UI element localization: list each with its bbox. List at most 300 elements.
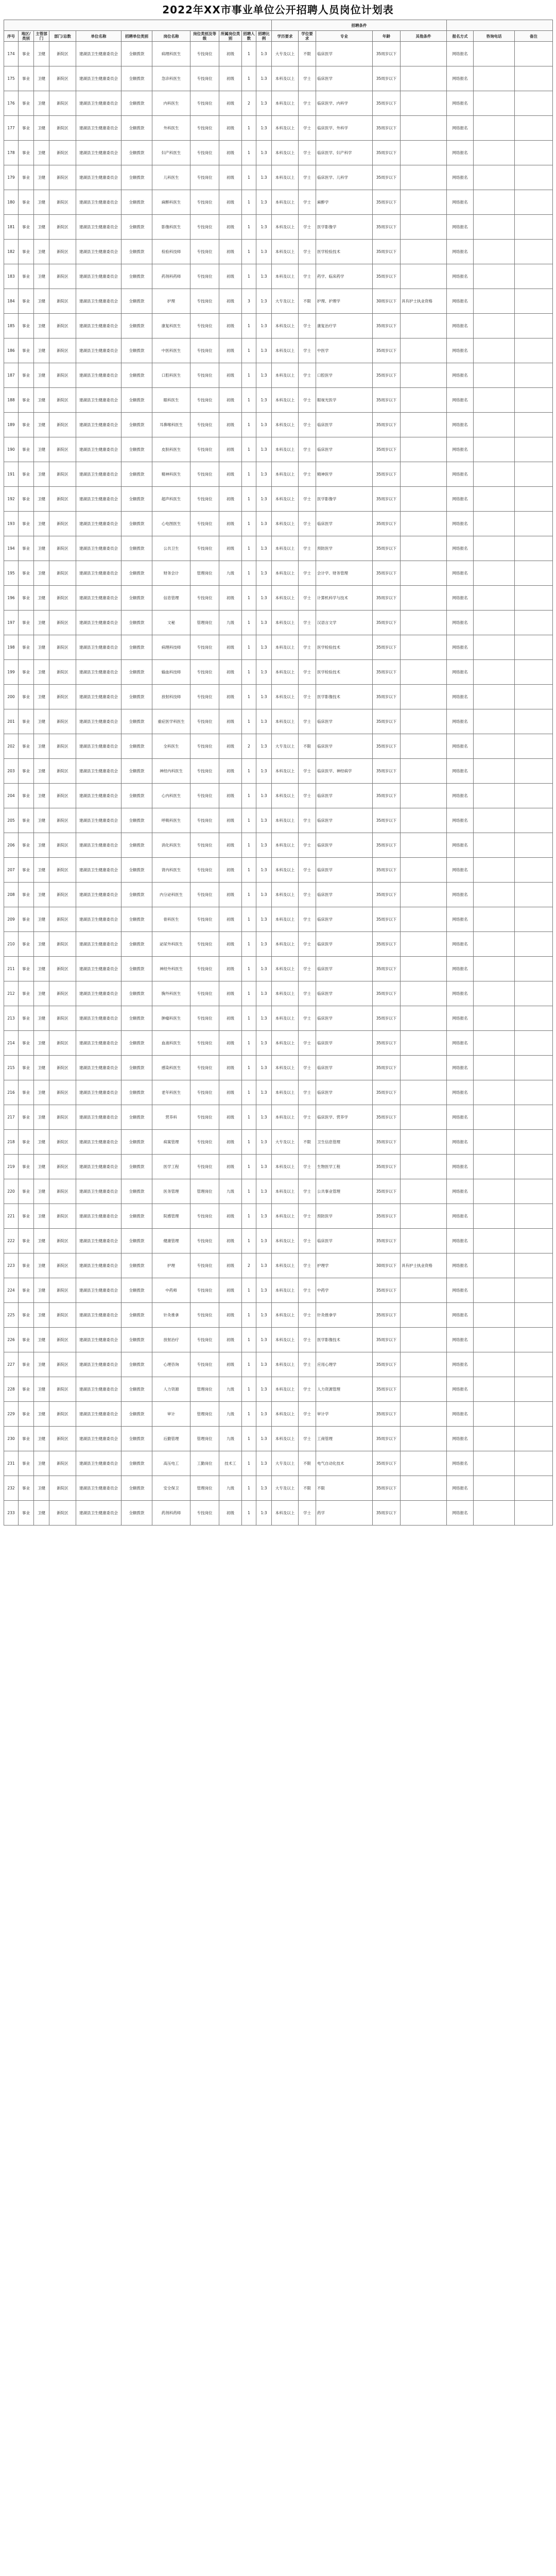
table-cell-ap: 网络报名 xyxy=(447,1204,474,1229)
table-cell-lvl: 初级 xyxy=(219,1031,242,1056)
table-cell-age: 35周岁以下 xyxy=(373,1476,401,1501)
table-row xyxy=(4,586,553,611)
table-cell-major: 临床医学、营养学 xyxy=(316,1105,373,1130)
table-cell-deg: 学士 xyxy=(299,1155,316,1179)
table-row xyxy=(4,1476,553,1501)
table-cell-major: 临床医学 xyxy=(316,858,373,883)
table-cell-deg: 学士 xyxy=(299,883,316,907)
table-cell-no: 178 xyxy=(4,141,19,165)
table-cell-edu: 本科及以上 xyxy=(272,1278,299,1303)
table-cell-lvl: 初级 xyxy=(219,462,242,487)
table-cell-org: 建湖县卫生健康委员会 xyxy=(76,1451,121,1476)
table-cell-major: 人力资源管理 xyxy=(316,1377,373,1402)
table-cell-note xyxy=(515,1229,553,1253)
table-cell-num: 1 xyxy=(242,611,256,635)
table-cell-note xyxy=(515,437,553,462)
table-cell-note xyxy=(515,487,553,512)
table-cell-num: 3 xyxy=(242,289,256,314)
table-cell-other xyxy=(401,388,447,413)
table-cell-ap: 网络报名 xyxy=(447,1155,474,1179)
table-cell-dept: 卫健 xyxy=(34,338,49,363)
table-row xyxy=(4,437,553,462)
table-cell-tel xyxy=(474,586,515,611)
table-cell-lvl: 初级 xyxy=(219,1056,242,1080)
table-cell-ap: 网络报名 xyxy=(447,1253,474,1278)
table-cell-post: 安全保卫 xyxy=(152,1476,190,1501)
table-cell-major: 审计学 xyxy=(316,1402,373,1427)
table-cell-tel xyxy=(474,462,515,487)
table-cell-other xyxy=(401,363,447,388)
table-cell-other xyxy=(401,66,447,91)
table-cell-org: 建湖县卫生健康委员会 xyxy=(76,1501,121,1526)
table-cell-num: 1 xyxy=(242,808,256,833)
table-cell-ptype: 专技岗位 xyxy=(190,91,219,116)
table-cell-age: 35周岁以下 xyxy=(373,215,401,240)
table-cell-ptype: 管理岗位 xyxy=(190,611,219,635)
table-cell-other xyxy=(401,1204,447,1229)
table-cell-ptype: 管理岗位 xyxy=(190,1402,219,1427)
table-cell-major: 临床医学、妇产科学 xyxy=(316,141,373,165)
table-cell-note xyxy=(515,1451,553,1476)
table-cell-dept: 卫健 xyxy=(34,1080,49,1105)
table-cell-tel xyxy=(474,734,515,759)
table-cell-other xyxy=(401,833,447,858)
table-row xyxy=(4,1451,553,1476)
table-cell-other xyxy=(401,1130,447,1155)
table-row xyxy=(4,1377,553,1402)
table-cell-lvl: 初级 xyxy=(219,1253,242,1278)
table-cell-ratio: 1:3 xyxy=(256,1328,272,1352)
table-cell-ratio: 1:3 xyxy=(256,1229,272,1253)
table-cell-unit: 新院区 xyxy=(49,1427,76,1451)
table-cell-ap: 网络报名 xyxy=(447,1427,474,1451)
table-cell-major: 临床医学 xyxy=(316,709,373,734)
table-row xyxy=(4,388,553,413)
table-cell-ratio: 1:3 xyxy=(256,437,272,462)
table-cell-lvl: 初级 xyxy=(219,759,242,784)
table-cell-edu: 本科及以上 xyxy=(272,833,299,858)
table-cell-ratio: 1:3 xyxy=(256,1377,272,1402)
table-cell-num: 1 xyxy=(242,165,256,190)
table-cell-age: 35周岁以下 xyxy=(373,1080,401,1105)
table-cell-num: 1 xyxy=(242,338,256,363)
table-cell-tel xyxy=(474,215,515,240)
table-cell-ap: 网络报名 xyxy=(447,734,474,759)
table-cell-ptype: 专技岗位 xyxy=(190,660,219,685)
table-cell-utype: 全额拨款 xyxy=(121,116,152,141)
table-cell-major: 临床医学、内科学 xyxy=(316,91,373,116)
table-cell-note xyxy=(515,685,553,709)
table-row xyxy=(4,240,553,264)
table-cell-other xyxy=(401,1352,447,1377)
table-cell-age: 35周岁以下 xyxy=(373,685,401,709)
table-cell-unit: 新院区 xyxy=(49,289,76,314)
table-cell-ptype: 专技岗位 xyxy=(190,1229,219,1253)
table-cell-ptype: 专技岗位 xyxy=(190,66,219,91)
table-cell-other xyxy=(401,981,447,1006)
table-cell-major: 临床医学 xyxy=(316,42,373,66)
table-cell-utype: 全额拨款 xyxy=(121,1130,152,1155)
table-cell-num: 1 xyxy=(242,141,256,165)
table-cell-ptype: 专技岗位 xyxy=(190,215,219,240)
table-cell-cat: 事业 xyxy=(19,215,34,240)
table-cell-num: 1 xyxy=(242,858,256,883)
table-cell-no: 175 xyxy=(4,66,19,91)
table-cell-cat: 事业 xyxy=(19,1427,34,1451)
table-cell-utype: 全额拨款 xyxy=(121,1179,152,1204)
table-cell-deg: 学士 xyxy=(299,66,316,91)
table-row xyxy=(4,709,553,734)
table-cell-ap: 网络报名 xyxy=(447,883,474,907)
table-cell-major: 精神医学 xyxy=(316,462,373,487)
table-cell-num: 1 xyxy=(242,561,256,586)
table-cell-no: 198 xyxy=(4,635,19,660)
table-cell-dept: 卫健 xyxy=(34,1130,49,1155)
table-row xyxy=(4,1427,553,1451)
table-cell-ptype: 专技岗位 xyxy=(190,734,219,759)
table-cell-lvl: 九级 xyxy=(219,1427,242,1451)
table-cell-dept: 卫健 xyxy=(34,42,49,66)
table-cell-note xyxy=(515,611,553,635)
table-cell-post: 耳鼻喉科医生 xyxy=(152,413,190,437)
table-cell-unit: 新院区 xyxy=(49,586,76,611)
table-cell-other xyxy=(401,932,447,957)
table-cell-post: 针灸推拿 xyxy=(152,1303,190,1328)
table-cell-unit: 新院区 xyxy=(49,833,76,858)
column-header: 招聘单位类别 xyxy=(121,31,152,42)
table-cell-age: 35周岁以下 xyxy=(373,165,401,190)
table-cell-dept: 卫健 xyxy=(34,1006,49,1031)
table-cell-num: 1 xyxy=(242,1278,256,1303)
table-cell-edu: 本科及以上 xyxy=(272,1155,299,1179)
table-cell-ap: 网络报名 xyxy=(447,462,474,487)
table-cell-unit: 新院区 xyxy=(49,981,76,1006)
table-cell-lvl: 初级 xyxy=(219,512,242,536)
table-cell-age: 35周岁以下 xyxy=(373,635,401,660)
table-cell-lvl: 初级 xyxy=(219,289,242,314)
table-cell-major: 临床医学 xyxy=(316,981,373,1006)
table-cell-org: 建湖县卫生健康委员会 xyxy=(76,635,121,660)
table-cell-utype: 全额拨款 xyxy=(121,1352,152,1377)
table-cell-major: 临床医学、儿科学 xyxy=(316,165,373,190)
table-cell-edu: 本科及以上 xyxy=(272,1204,299,1229)
table-cell-edu: 本科及以上 xyxy=(272,586,299,611)
table-cell-age: 35周岁以下 xyxy=(373,462,401,487)
table-cell-dept: 卫健 xyxy=(34,734,49,759)
table-cell-tel xyxy=(474,1179,515,1204)
table-cell-dept: 卫健 xyxy=(34,561,49,586)
table-row xyxy=(4,1328,553,1352)
table-cell-post: 放射治疗 xyxy=(152,1328,190,1352)
table-cell-ptype: 工勤岗位 xyxy=(190,1451,219,1476)
table-cell-other xyxy=(401,1476,447,1501)
table-cell-major: 临床医学 xyxy=(316,1031,373,1056)
table-cell-unit: 新院区 xyxy=(49,932,76,957)
table-cell-ratio: 1:3 xyxy=(256,536,272,561)
table-cell-unit: 新院区 xyxy=(49,883,76,907)
table-cell-lvl: 初级 xyxy=(219,833,242,858)
table-cell-tel xyxy=(474,42,515,66)
table-cell-note xyxy=(515,1253,553,1278)
table-cell-no: 213 xyxy=(4,1006,19,1031)
table-cell-lvl: 初级 xyxy=(219,586,242,611)
table-cell-post: 感染科医生 xyxy=(152,1056,190,1080)
table-cell-org: 建湖县卫生健康委员会 xyxy=(76,1056,121,1080)
table-cell-edu: 本科及以上 xyxy=(272,1402,299,1427)
table-cell-note xyxy=(515,833,553,858)
table-cell-no: 206 xyxy=(4,833,19,858)
table-cell-deg: 学士 xyxy=(299,957,316,981)
column-header: 年龄 xyxy=(373,31,401,42)
table-cell-cat: 事业 xyxy=(19,314,34,338)
table-cell-dept: 卫健 xyxy=(34,932,49,957)
table-cell-tel xyxy=(474,1303,515,1328)
table-row xyxy=(4,561,553,586)
table-cell-dept: 卫健 xyxy=(34,413,49,437)
table-cell-other xyxy=(401,883,447,907)
table-cell-lvl: 初级 xyxy=(219,437,242,462)
table-cell-age: 35周岁以下 xyxy=(373,561,401,586)
table-cell-ap: 网络报名 xyxy=(447,289,474,314)
table-cell-org: 建湖县卫生健康委员会 xyxy=(76,462,121,487)
table-cell-major: 护理学 xyxy=(316,1253,373,1278)
table-cell-deg: 学士 xyxy=(299,907,316,932)
table-cell-unit: 新院区 xyxy=(49,635,76,660)
table-cell-dept: 卫健 xyxy=(34,462,49,487)
table-cell-ptype: 专技岗位 xyxy=(190,141,219,165)
table-cell-utype: 全额拨款 xyxy=(121,1377,152,1402)
table-cell-ptype: 专技岗位 xyxy=(190,1328,219,1352)
table-cell-tel xyxy=(474,338,515,363)
table-cell-utype: 全额拨款 xyxy=(121,66,152,91)
table-cell-unit: 新院区 xyxy=(49,907,76,932)
table-cell-utype: 全额拨款 xyxy=(121,1105,152,1130)
blank-group-cell xyxy=(4,20,272,31)
table-cell-unit: 新院区 xyxy=(49,1476,76,1501)
table-cell-note xyxy=(515,883,553,907)
table-cell-other xyxy=(401,215,447,240)
table-row xyxy=(4,512,553,536)
table-cell-post: 神经外科医生 xyxy=(152,957,190,981)
table-cell-num: 2 xyxy=(242,734,256,759)
table-cell-edu: 本科及以上 xyxy=(272,190,299,215)
table-cell-dept: 卫健 xyxy=(34,1105,49,1130)
table-cell-cat: 事业 xyxy=(19,883,34,907)
table-cell-cat: 事业 xyxy=(19,363,34,388)
table-cell-unit: 新院区 xyxy=(49,536,76,561)
table-cell-edu: 本科及以上 xyxy=(272,981,299,1006)
table-cell-other xyxy=(401,611,447,635)
table-cell-edu: 本科及以上 xyxy=(272,1229,299,1253)
table-cell-ratio: 1:3 xyxy=(256,1352,272,1377)
table-cell-other xyxy=(401,734,447,759)
table-cell-deg: 学士 xyxy=(299,1278,316,1303)
table-cell-lvl: 初级 xyxy=(219,141,242,165)
table-cell-other xyxy=(401,1303,447,1328)
table-cell-utype: 全额拨款 xyxy=(121,1056,152,1080)
table-cell-age: 35周岁以下 xyxy=(373,660,401,685)
table-cell-org: 建湖县卫生健康委员会 xyxy=(76,314,121,338)
table-cell-age: 35周岁以下 xyxy=(373,240,401,264)
table-cell-unit: 新院区 xyxy=(49,1229,76,1253)
table-row xyxy=(4,141,553,165)
table-cell-cat: 事业 xyxy=(19,981,34,1006)
table-cell-post: 财务会计 xyxy=(152,561,190,586)
table-row xyxy=(4,1501,553,1526)
table-cell-note xyxy=(515,660,553,685)
table-cell-ptype: 专技岗位 xyxy=(190,1056,219,1080)
table-cell-no: 225 xyxy=(4,1303,19,1328)
table-cell-major: 电气自动化技术 xyxy=(316,1451,373,1476)
table-cell-num: 1 xyxy=(242,833,256,858)
table-cell-utype: 全额拨款 xyxy=(121,190,152,215)
table-cell-utype: 全额拨款 xyxy=(121,165,152,190)
table-cell-lvl: 九级 xyxy=(219,611,242,635)
table-cell-lvl: 初级 xyxy=(219,981,242,1006)
table-cell-tel xyxy=(474,1204,515,1229)
table-cell-deg: 学士 xyxy=(299,165,316,190)
table-cell-org: 建湖县卫生健康委员会 xyxy=(76,413,121,437)
table-row xyxy=(4,66,553,91)
table-cell-unit: 新院区 xyxy=(49,1352,76,1377)
table-cell-unit: 新院区 xyxy=(49,1303,76,1328)
table-cell-ptype: 专技岗位 xyxy=(190,586,219,611)
table-cell-edu: 本科及以上 xyxy=(272,1303,299,1328)
table-cell-cat: 事业 xyxy=(19,685,34,709)
table-cell-tel xyxy=(474,1229,515,1253)
table-cell-post: 心电图医生 xyxy=(152,512,190,536)
table-cell-tel xyxy=(474,1056,515,1080)
table-cell-lvl: 九级 xyxy=(219,1179,242,1204)
table-cell-deg: 学士 xyxy=(299,413,316,437)
table-cell-lvl: 初级 xyxy=(219,709,242,734)
table-cell-age: 35周岁以下 xyxy=(373,1278,401,1303)
table-cell-cat: 事业 xyxy=(19,907,34,932)
table-cell-ptype: 专技岗位 xyxy=(190,635,219,660)
table-cell-unit: 新院区 xyxy=(49,388,76,413)
table-row xyxy=(4,808,553,833)
table-cell-tel xyxy=(474,1476,515,1501)
table-row xyxy=(4,1130,553,1155)
table-cell-unit: 新院区 xyxy=(49,1130,76,1155)
table-cell-cat: 事业 xyxy=(19,1105,34,1130)
table-row xyxy=(4,883,553,907)
table-cell-cat: 事业 xyxy=(19,1501,34,1526)
table-cell-ratio: 1:3 xyxy=(256,1179,272,1204)
table-cell-no: 188 xyxy=(4,388,19,413)
table-cell-ap: 网络报名 xyxy=(447,1476,474,1501)
table-cell-note xyxy=(515,734,553,759)
table-cell-major: 临床医学 xyxy=(316,1006,373,1031)
table-cell-dept: 卫健 xyxy=(34,1377,49,1402)
table-cell-org: 建湖县卫生健康委员会 xyxy=(76,66,121,91)
table-cell-note xyxy=(515,1155,553,1179)
table-cell-unit: 新院区 xyxy=(49,462,76,487)
table-cell-unit: 新院区 xyxy=(49,561,76,586)
table-cell-dept: 卫健 xyxy=(34,1278,49,1303)
table-cell-cat: 事业 xyxy=(19,808,34,833)
table-cell-dept: 卫健 xyxy=(34,957,49,981)
table-cell-note xyxy=(515,536,553,561)
table-cell-lvl: 九级 xyxy=(219,1476,242,1501)
table-cell-org: 建湖县卫生健康委员会 xyxy=(76,883,121,907)
table-cell-utype: 全额拨款 xyxy=(121,314,152,338)
column-header: 专业 xyxy=(316,31,373,42)
table-cell-ratio: 1:3 xyxy=(256,1303,272,1328)
table-cell-ratio: 1:3 xyxy=(256,1451,272,1476)
table-cell-age: 35周岁以下 xyxy=(373,1006,401,1031)
table-cell-note xyxy=(515,635,553,660)
table-cell-ptype: 专技岗位 xyxy=(190,1006,219,1031)
table-cell-unit: 新院区 xyxy=(49,1501,76,1526)
table-cell-other xyxy=(401,561,447,586)
table-cell-org: 建湖县卫生健康委员会 xyxy=(76,907,121,932)
table-cell-dept: 卫健 xyxy=(34,981,49,1006)
table-cell-num: 1 xyxy=(242,1130,256,1155)
table-cell-deg: 学士 xyxy=(299,1031,316,1056)
table-cell-post: 信息管理 xyxy=(152,586,190,611)
table-cell-major: 应用心理学 xyxy=(316,1352,373,1377)
table-cell-edu: 本科及以上 xyxy=(272,1328,299,1352)
table-cell-tel xyxy=(474,413,515,437)
table-cell-num: 1 xyxy=(242,1352,256,1377)
table-cell-ratio: 1:3 xyxy=(256,734,272,759)
table-cell-major: 临床医学 xyxy=(316,907,373,932)
table-cell-age: 35周岁以下 xyxy=(373,66,401,91)
table-cell-unit: 新院区 xyxy=(49,1155,76,1179)
table-cell-lvl: 九级 xyxy=(219,561,242,586)
table-cell-cat: 事业 xyxy=(19,660,34,685)
table-cell-ratio: 1:3 xyxy=(256,1130,272,1155)
table-cell-tel xyxy=(474,437,515,462)
table-cell-major: 生物医学工程 xyxy=(316,1155,373,1179)
table-cell-no: 181 xyxy=(4,215,19,240)
table-cell-lvl: 初级 xyxy=(219,116,242,141)
table-cell-org: 建湖县卫生健康委员会 xyxy=(76,1476,121,1501)
table-cell-utype: 全额拨款 xyxy=(121,586,152,611)
table-row xyxy=(4,215,553,240)
table-cell-ap: 网络报名 xyxy=(447,1377,474,1402)
column-header: 学历要求 xyxy=(272,31,299,42)
table-row xyxy=(4,1006,553,1031)
table-cell-other xyxy=(401,1179,447,1204)
table-cell-edu: 本科及以上 xyxy=(272,1179,299,1204)
table-cell-tel xyxy=(474,1155,515,1179)
table-cell-ptype: 专技岗位 xyxy=(190,1105,219,1130)
table-cell-major: 口腔医学 xyxy=(316,363,373,388)
table-cell-other xyxy=(401,165,447,190)
table-cell-post: 血液科医生 xyxy=(152,1031,190,1056)
table-cell-cat: 事业 xyxy=(19,512,34,536)
table-cell-no: 196 xyxy=(4,586,19,611)
table-cell-utype: 全额拨款 xyxy=(121,808,152,833)
table-cell-dept: 卫健 xyxy=(34,858,49,883)
table-cell-ratio: 1:3 xyxy=(256,388,272,413)
table-cell-major: 医学影像学 xyxy=(316,215,373,240)
table-cell-org: 建湖县卫生健康委员会 xyxy=(76,388,121,413)
table-cell-num: 1 xyxy=(242,413,256,437)
table-cell-ratio: 1:3 xyxy=(256,338,272,363)
table-cell-num: 1 xyxy=(242,264,256,289)
table-cell-num: 1 xyxy=(242,1501,256,1526)
table-cell-cat: 事业 xyxy=(19,437,34,462)
table-cell-tel xyxy=(474,1402,515,1427)
table-cell-no: 229 xyxy=(4,1402,19,1427)
table-cell-major: 医学检验技术 xyxy=(316,660,373,685)
table-cell-dept: 卫健 xyxy=(34,611,49,635)
table-row xyxy=(4,487,553,512)
table-cell-other xyxy=(401,1056,447,1080)
